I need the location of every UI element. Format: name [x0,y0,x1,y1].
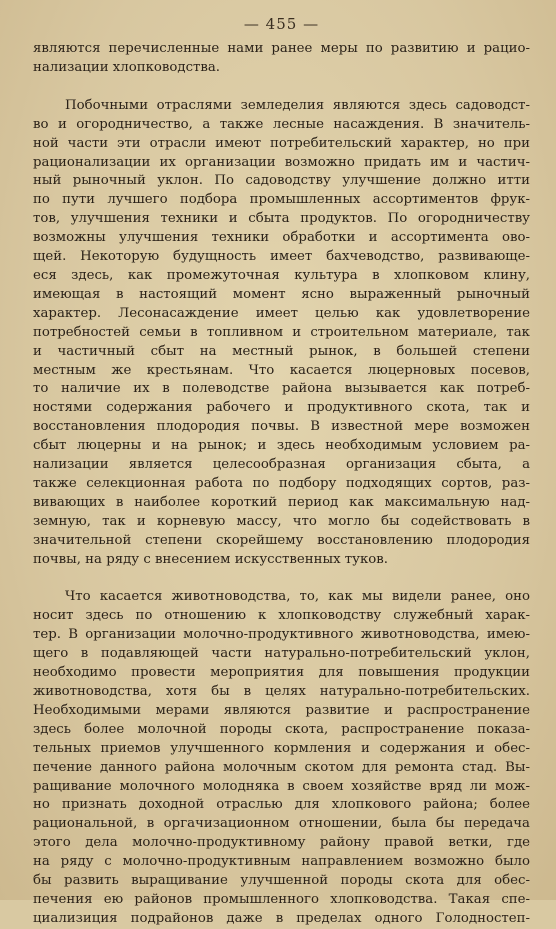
text-line: тельных приемов улучшенного кормления и содержания и обес- [33,740,530,756]
text-line: животноводства, хотя бы в целях натурально-потребительских. [33,684,530,699]
text-line: характер. Лесонасаждение имеет целью как удовлетворение [33,305,530,321]
text-line: ной части эти отрасли имеют потребительский характер, но при [33,135,530,151]
text-line: во и огородничество, а также лесные насаждения. В значитель- [33,116,530,132]
text-line: печение данного района молочным скотом для ремонта стад. Вы- [33,759,530,775]
text-line: нализации хлопководства. [33,59,221,75]
text-line: бы развить выращивание улучшенной породы скота для обес- [33,873,530,889]
text-line: являются перечисленные нами ранее меры по развитию и рацио- [33,41,530,56]
text-line: еся здесь, как промежуточная культура в хлопковом клину, [33,267,530,283]
text-line: потребностей семьи в топливном и строительном материале, так [33,324,530,340]
text-line: вивающих в наиболее короткий период как максимальную над- [33,494,530,510]
text-line: щего в подавляющей части натурально-потребительский уклон, [33,646,530,662]
paragraph [33,40,530,78]
paragraph [33,97,530,570]
text-line: и частичный сбыт на местный рынок, в большей степени [33,343,530,359]
text-line: сбыт люцерны и на рынок; и здесь необходимым условием ра- [33,438,530,454]
text-line: нализации является целесообразная организация сбыта, а [33,457,530,473]
text-line: восстановления плодородия почвы. В известной мере возможен [33,419,530,435]
text-line: необходимо провести мероприятия для повышения продукции [33,665,530,681]
text-line: ращивание молочного молодняка в своем хозяйстве вряд ли мож- [33,778,530,794]
text-line: Что касается животноводства, то, как мы видели ранее, оно [65,589,530,605]
text-line: здесь более молочной породы скота, распространение показа- [33,721,530,737]
text-line: тов, улучшения техники и сбыта продуктов. По огородничеству [33,211,530,227]
text-line: тер. В организации молочно-продуктивного животноводства, имею- [33,627,530,643]
text-line: возможны улучшения техники обработки и ассортимента ово- [33,230,530,246]
text-line: ный рыночный уклон. По садоводству улучшение должно итти [33,173,530,189]
text-line: рационализации их организации возможно придать им и частич- [33,154,530,170]
text-line: то наличие их в полеводстве района вызывается как потреб- [33,381,530,397]
text-line: этого дела молочно-продуктивному району правой ветки, где [33,835,530,851]
text-line: местным же крестьянам. Что касается люцерновых посевов, [33,362,530,378]
text-line: по пути лучшего подбора промышленных ассортиментов фрук- [33,192,530,208]
text-line: печения ею районов промышленного хлопководства. Такая спе- [33,891,530,907]
text-line: ностями содержания рабочего и продуктивного скота, так и [33,400,530,416]
page-number: — 455 — [243,15,320,33]
paragraph-gap [33,569,530,588]
text-line: циализиция подрайонов даже в пределах одного Голодностеп- [33,910,530,926]
text-line: земную, так и корневую массу, что могло бы содействовать в [33,513,530,529]
paragraph [33,588,530,928]
paragraph-gap [33,78,530,97]
text-line: на ряду с молочно-продуктивным направлением возможно было [33,854,530,870]
text-line: щей. Некоторую будущность имеет бахчеводство, развивающе- [33,249,530,265]
text-line: но признать доходной отраслью для хлопкового района; более [33,797,530,813]
text-line: почвы, на ряду с внесением искусственных туков. [33,551,388,567]
text-line: имеющая в настоящий момент ясно выраженный рыночный [33,286,530,302]
text-line: Побочными отраслями земледелия являются здесь садоводст- [65,97,530,113]
body-text [33,40,530,929]
text-line: также селекционная работа по подбору подходящих сортов, раз- [33,475,530,491]
text-line: носит здесь по отношению к хлопководству служебный харак- [33,608,530,624]
text-line: рациональной, в оргачизационном отношении, была бы передача [33,816,530,832]
text-line: Необходимыми мерами являются развитие и распространение [33,702,530,718]
text-line: значительной степени скорейшему восстановлению плодородия [33,532,530,548]
